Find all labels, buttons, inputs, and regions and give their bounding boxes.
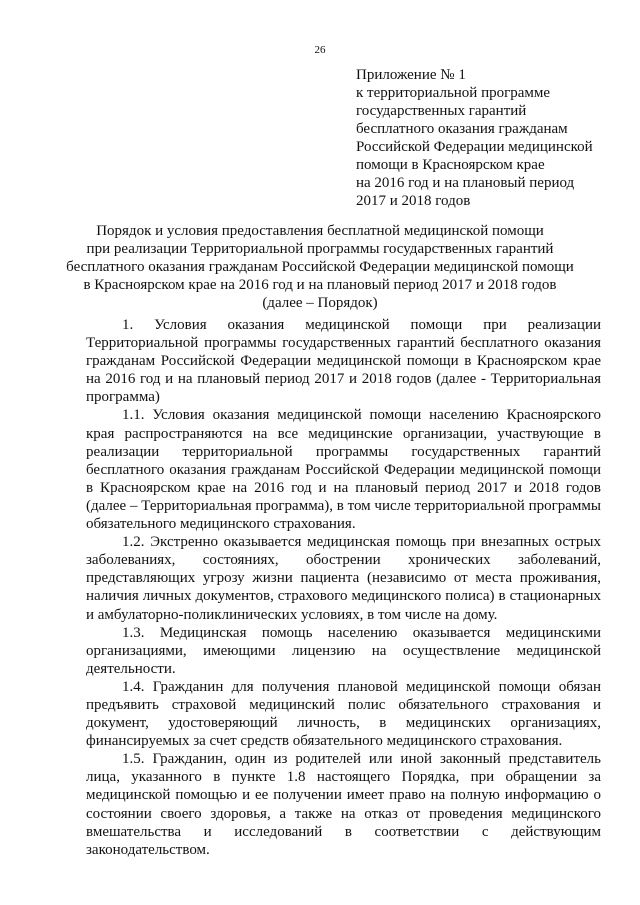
appendix-line: Российской Федерации медицинской xyxy=(356,139,593,155)
appendix-line: 2017 и 2018 годов xyxy=(356,193,471,209)
document-body xyxy=(86,316,601,859)
title-line: Порядок и условия предоставления бесплатной медицинской помощи xyxy=(96,223,544,239)
page-number: 26 xyxy=(314,44,326,56)
title-line: в Красноярском крае на 2016 год и на плановый период 2017 и 2018 годов xyxy=(83,277,557,293)
appendix-line: бесплатного оказания гражданам xyxy=(356,121,568,137)
appendix-line: Приложение № 1 xyxy=(356,67,466,83)
appendix-line: помощи в Красноярском крае xyxy=(356,157,545,173)
paragraph-1-2: 1.2. Экстренно оказывается медицинская помощь при внезапных острых заболеваниях, состояниях, обострении хронических заболеваний, представляющих угрозу жизни пациента (независимо от места проживания, наличия личных документов, страхового медицинского полиса) в стационарных и амбулаторно-поликлинических условиях, в том числе на дому. xyxy=(86,534,601,623)
title-line: (далее – Порядок) xyxy=(262,295,378,311)
title-line: бесплатного оказания гражданам Российской Федерации медицинской помощи xyxy=(66,259,574,275)
document-title xyxy=(60,222,580,312)
appendix-line: к территориальной программе xyxy=(356,85,551,101)
paragraph-1-3: 1.3. Медицинская помощь населению оказывается медицинскими организациями, имеющими лицензию на осуществление медицинской деятельности. xyxy=(86,624,601,677)
appendix-line: государственных гарантий xyxy=(356,103,527,119)
paragraph-1-5: 1.5. Гражданин, один из родителей или иной законный представитель лица, указанного в пункте 1.8 настоящего Порядка, при обращении за медицинской помощью и ее получении имеет право на полную информацию о состоянии своего здоровья, а также на отказ от проведения медицинского вмешательства и исследований в соответствии с действующим законодательством. xyxy=(86,751,601,858)
paragraph-1: 1. Условия оказания медицинской помощи при реализации Территориальной программы государственных гарантий бесплатного оказания гражданам Российской Федерации медицинской помощи в Красноярском крае на 2016 год и на плановый период 2017 и 2018 годов (далее - Территориальная программа) xyxy=(86,317,601,406)
paragraph-1-1: 1.1. Условия оказания медицинской помощи населению Красноярского края распространяются на все медицинские организации, участвующие в реализации территориальной программы государственных гарантий бесплатного оказания гражданам Российской Федерации медицинской помощи в Красноярском крае на 2016 год и на плановый период 2017 и 2018 годов (далее – Территориальная программа), в том числе территориальной программы обязательного медицинского страхования. xyxy=(86,407,601,533)
appendix-line: на 2016 год и на плановый период xyxy=(356,175,575,191)
paragraph-1-4: 1.4. Гражданин для получения плановой медицинской помощи обязан предъявить страховой медицинский полис обязательного страхования и документ, удостоверяющий личность, в медицинских организациях, финансируемых за счет средств обязательного медицинского страхования. xyxy=(86,678,601,750)
title-line: при реализации Территориальной программы государственных гарантий xyxy=(86,241,554,257)
appendix-header xyxy=(356,66,616,210)
